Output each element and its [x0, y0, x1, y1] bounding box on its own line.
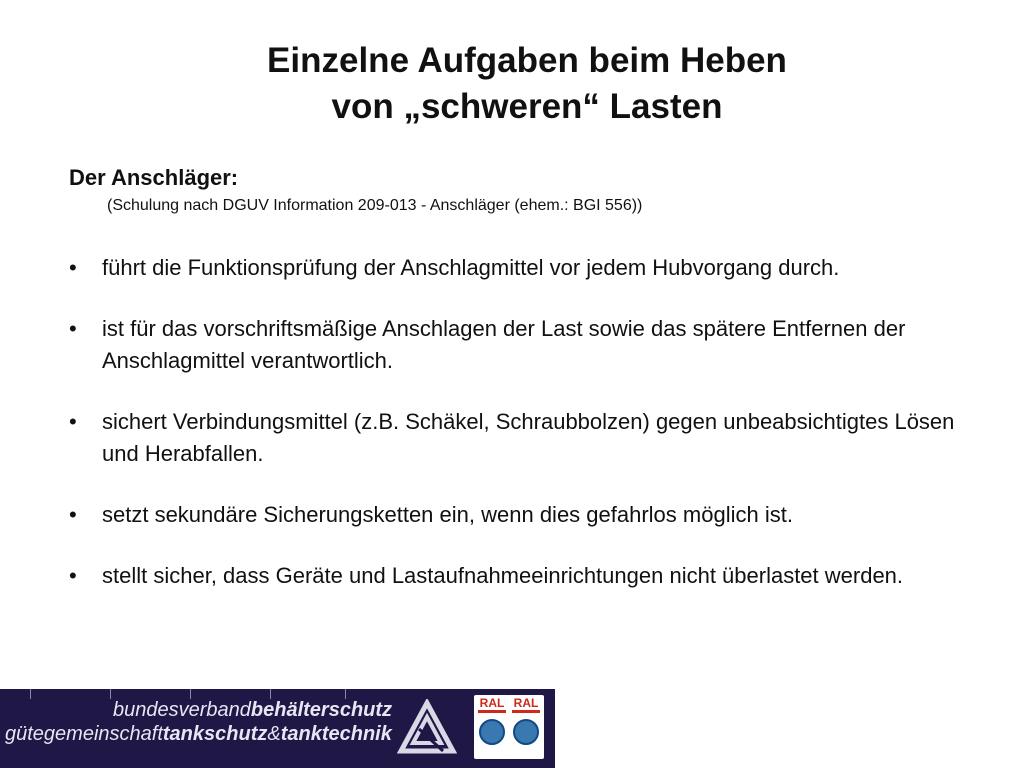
- ral-seal-icon: [479, 719, 505, 745]
- bullet-marker: •: [69, 255, 77, 280]
- footer-line1-bold: behälterschutz: [250, 699, 393, 721]
- footer-organization-line-1: [113, 699, 392, 722]
- list-item: [69, 499, 969, 531]
- list-item-text: sichert Verbindungsmittel (z.B. Schäkel, Schraubbolzen) gegen unbeabsichtigtes Lösen und Herabfallen.: [102, 409, 955, 466]
- title-line-1: Einzelne Aufgaben beim Heben: [267, 41, 787, 80]
- list-item-text: ist für das vorschriftsmäßige Anschlagen der Last sowie das spätere Entfernen der Anschlagmittel verantwortlich.: [102, 316, 906, 373]
- footer-banner: [0, 689, 555, 768]
- list-item: [69, 406, 969, 470]
- footer-line2-amp: &: [267, 723, 281, 745]
- footer-line2-regular: gütegemeinschaft: [5, 723, 163, 745]
- footer-organization-line-2: [5, 723, 392, 746]
- divider: [270, 689, 271, 699]
- list-item-text: setzt sekundäre Sicherungsketten ein, wenn dies gefahrlos möglich ist.: [102, 502, 793, 527]
- bullet-marker: •: [69, 409, 77, 434]
- ral-bar: [478, 710, 506, 713]
- divider: [190, 689, 191, 699]
- list-item: [69, 560, 969, 592]
- bullet-marker: •: [69, 502, 77, 527]
- ral-label: RAL: [513, 696, 539, 710]
- ral-seal-icon: [513, 719, 539, 745]
- bullet-marker: •: [69, 563, 77, 588]
- ral-bar: [512, 710, 540, 713]
- bullet-marker: •: [69, 316, 77, 341]
- list-item: [69, 313, 969, 377]
- title-line-2: von „schweren“ Lasten: [331, 87, 723, 126]
- divider: [345, 689, 346, 699]
- divider: [110, 689, 111, 699]
- ral-badge-tanktechnik: [508, 695, 544, 759]
- footer-line1-regular: bundesverband: [113, 699, 251, 721]
- section-heading: Der Anschläger:: [69, 165, 239, 190]
- triangle-logo-icon: [397, 699, 457, 759]
- page-title: [0, 38, 1024, 130]
- ral-badge-tankschutz: [474, 695, 510, 759]
- ral-label: RAL: [479, 696, 505, 710]
- divider: [30, 689, 31, 699]
- list-item-text: führt die Funktionsprüfung der Anschlagmittel vor jedem Hubvorgang durch.: [102, 255, 840, 280]
- footer-line2-bold-1: tankschutz: [162, 723, 268, 745]
- bullet-list: [69, 252, 969, 621]
- footer-line2-bold-2: tanktechnik: [280, 723, 392, 745]
- list-item-text: stellt sicher, dass Geräte und Lastaufnahmeeinrichtungen nicht überlastet werden.: [102, 563, 904, 588]
- section-subheading: (Schulung nach DGUV Information 209-013 - Anschläger (ehem.: BGI 556)): [107, 197, 643, 214]
- list-item: [69, 252, 969, 284]
